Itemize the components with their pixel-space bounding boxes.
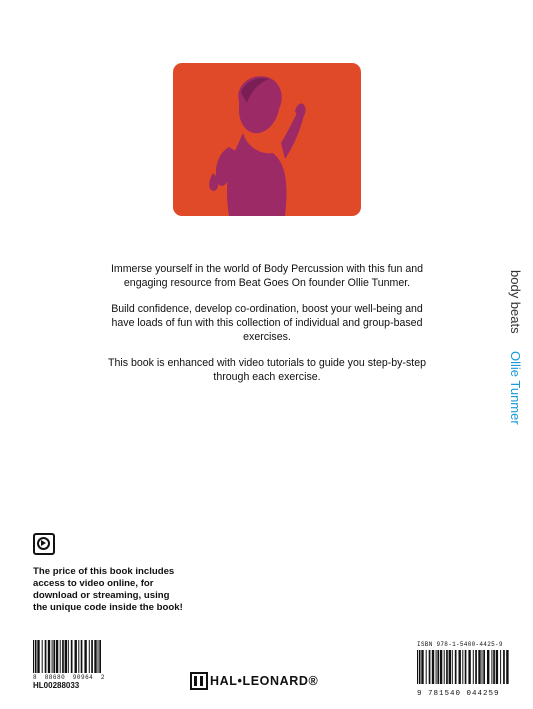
blurb-paragraph-1: Immerse yourself in the world of Body Percussion with this fun and engaging resource from Beat Goes On founder Ollie Tunmer. [110,263,424,289]
back-cover-blurb [100,262,434,396]
video-access-note: The price of this book includes access to video online, for download or streaming, using the unique code inside the book! [33,566,183,613]
isbn-barcode [417,641,510,698]
video-play-icon [33,533,55,555]
isbn-barcode-bars [417,650,510,684]
hal-leonard-mark-icon [190,672,208,690]
isbn-digits: 9 781540 044259 [417,690,500,698]
product-code: HL00288033 [33,681,80,690]
upc-barcode-bars [33,640,105,673]
publisher-logo [190,671,318,691]
isbn-text: ISBN 978-1-5400-4425-9 [417,641,503,648]
spine-text [508,270,523,450]
cover-photo [173,63,361,216]
publisher-name: HAL•LEONARD® [210,674,319,688]
blurb-paragraph-2: Build confidence, develop co-ordination, boost your well-being and have loads of fun with this collection of individual and group-based exercises. [111,303,423,343]
upc-digits: 8 88680 90964 2 [33,674,105,681]
figure-silhouette [173,63,361,216]
spine-title: body beats [508,270,523,334]
blurb-paragraph-3: This book is enhanced with video tutorials to guide you step-by-step through each exercise. [108,357,426,383]
spine-author: Ollie Tunmer [508,351,523,425]
upc-barcode [33,640,105,686]
